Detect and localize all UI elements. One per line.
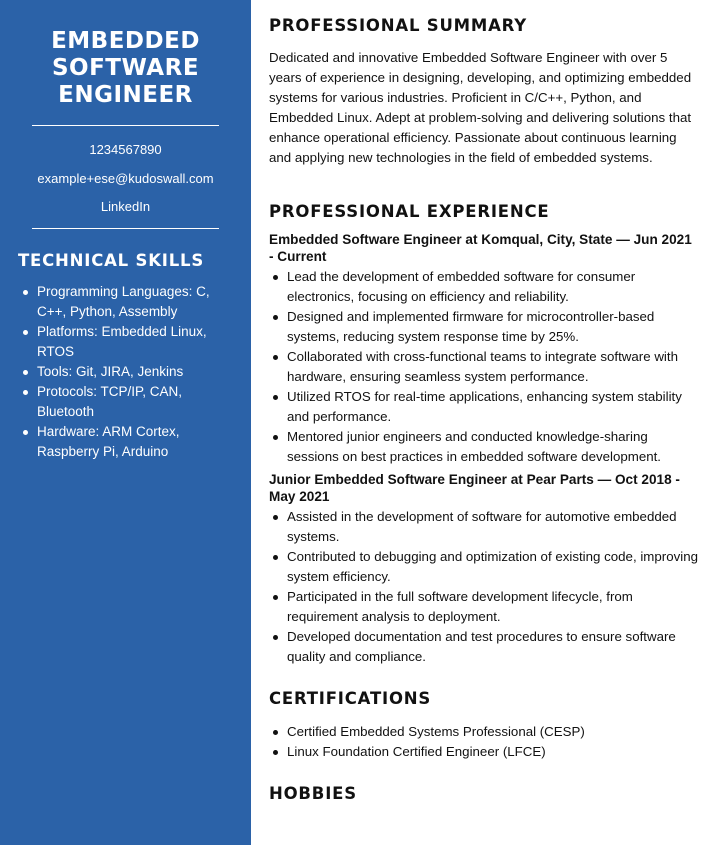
job-title: Embedded Software Engineer at Komqual, City, State — Jun 2021 - Current [269,232,692,264]
job-bullet: Designed and implemented firmware for microcontroller-based systems, reducing system response time by 25%. [269,307,700,347]
skill-item: Hardware: ARM Cortex, Raspberry Pi, Arduino [18,422,233,462]
skill-item: Tools: Git, JIRA, Jenkins [18,362,233,382]
contact-block [18,126,233,228]
certifications-heading: CERTIFICATIONS [269,689,432,708]
job-bullet: Assisted in the development of software for automotive embedded systems. [269,507,700,547]
summary-text: Dedicated and innovative Embedded Software Engineer with over 5 years of experience in designing, developing, and optimizing embedded systems for various industries. Proficient in C/C++, Python, and Embedded Linux. Adept at problem-solving and delivering solutions that enhance operational efficiency. Passionate about continuous learning and applying new technologies in the field of embedded systems. [269,50,692,165]
job-bullet: Lead the development of embedded software for consumer electronics, focusing on efficiency and reliability. [269,267,700,307]
experience-heading: PROFESSIONAL EXPERIENCE [269,202,550,221]
phone-number: 1234567890 [89,142,162,157]
job-bullets [269,507,700,667]
sidebar-divider-bottom [32,228,219,229]
job-entry [269,231,700,467]
summary-heading: PROFESSIONAL SUMMARY [269,16,528,35]
hobbies-heading: HOBBIES [269,784,357,803]
job-bullet: Developed documentation and test procedures to ensure software quality and compliance. [269,627,700,667]
job-bullet: Collaborated with cross-functional teams to integrate software with hardware, ensuring seamless system performance. [269,347,700,387]
job-title: Junior Embedded Software Engineer at Pear Parts — Oct 2018 - May 2021 [269,472,680,504]
job-bullet: Mentored junior engineers and conducted knowledge-sharing sessions on best practices in embedded software development. [269,427,700,467]
job-bullet: Participated in the full software development lifecycle, from requirement analysis to deployment. [269,587,700,627]
skill-item: Programming Languages: C, C++, Python, Assembly [18,282,233,322]
skills-list [18,282,233,462]
email-address[interactable]: example+ese@kudoswall.com [37,170,214,186]
certification-item: Linux Foundation Certified Engineer (LFCE) [269,742,700,762]
skill-item: Protocols: TCP/IP, CAN, Bluetooth [18,382,233,422]
job-bullets [269,267,700,467]
skill-item: Platforms: Embedded Linux, RTOS [18,322,233,362]
summary-section [269,16,700,168]
linkedin-link[interactable]: LinkedIn [100,199,151,214]
sidebar [0,0,251,845]
hobbies-section [269,784,700,803]
job-bullet: Contributed to debugging and optimization of existing code, improving system efficiency. [269,547,700,587]
skills-heading: TECHNICAL SKILLS [18,250,205,270]
certifications-section [269,689,700,762]
experience-section [269,202,700,667]
certifications-list [269,722,700,762]
main-content [251,0,714,845]
job-entry [269,471,700,667]
job-bullet: Utilized RTOS for real-time applications, enhancing system stability and performance. [269,387,700,427]
certification-item: Certified Embedded Systems Professional (CESP) [269,722,700,742]
role-title: EMBEDDED SOFTWARE ENGINEER [51,28,200,108]
